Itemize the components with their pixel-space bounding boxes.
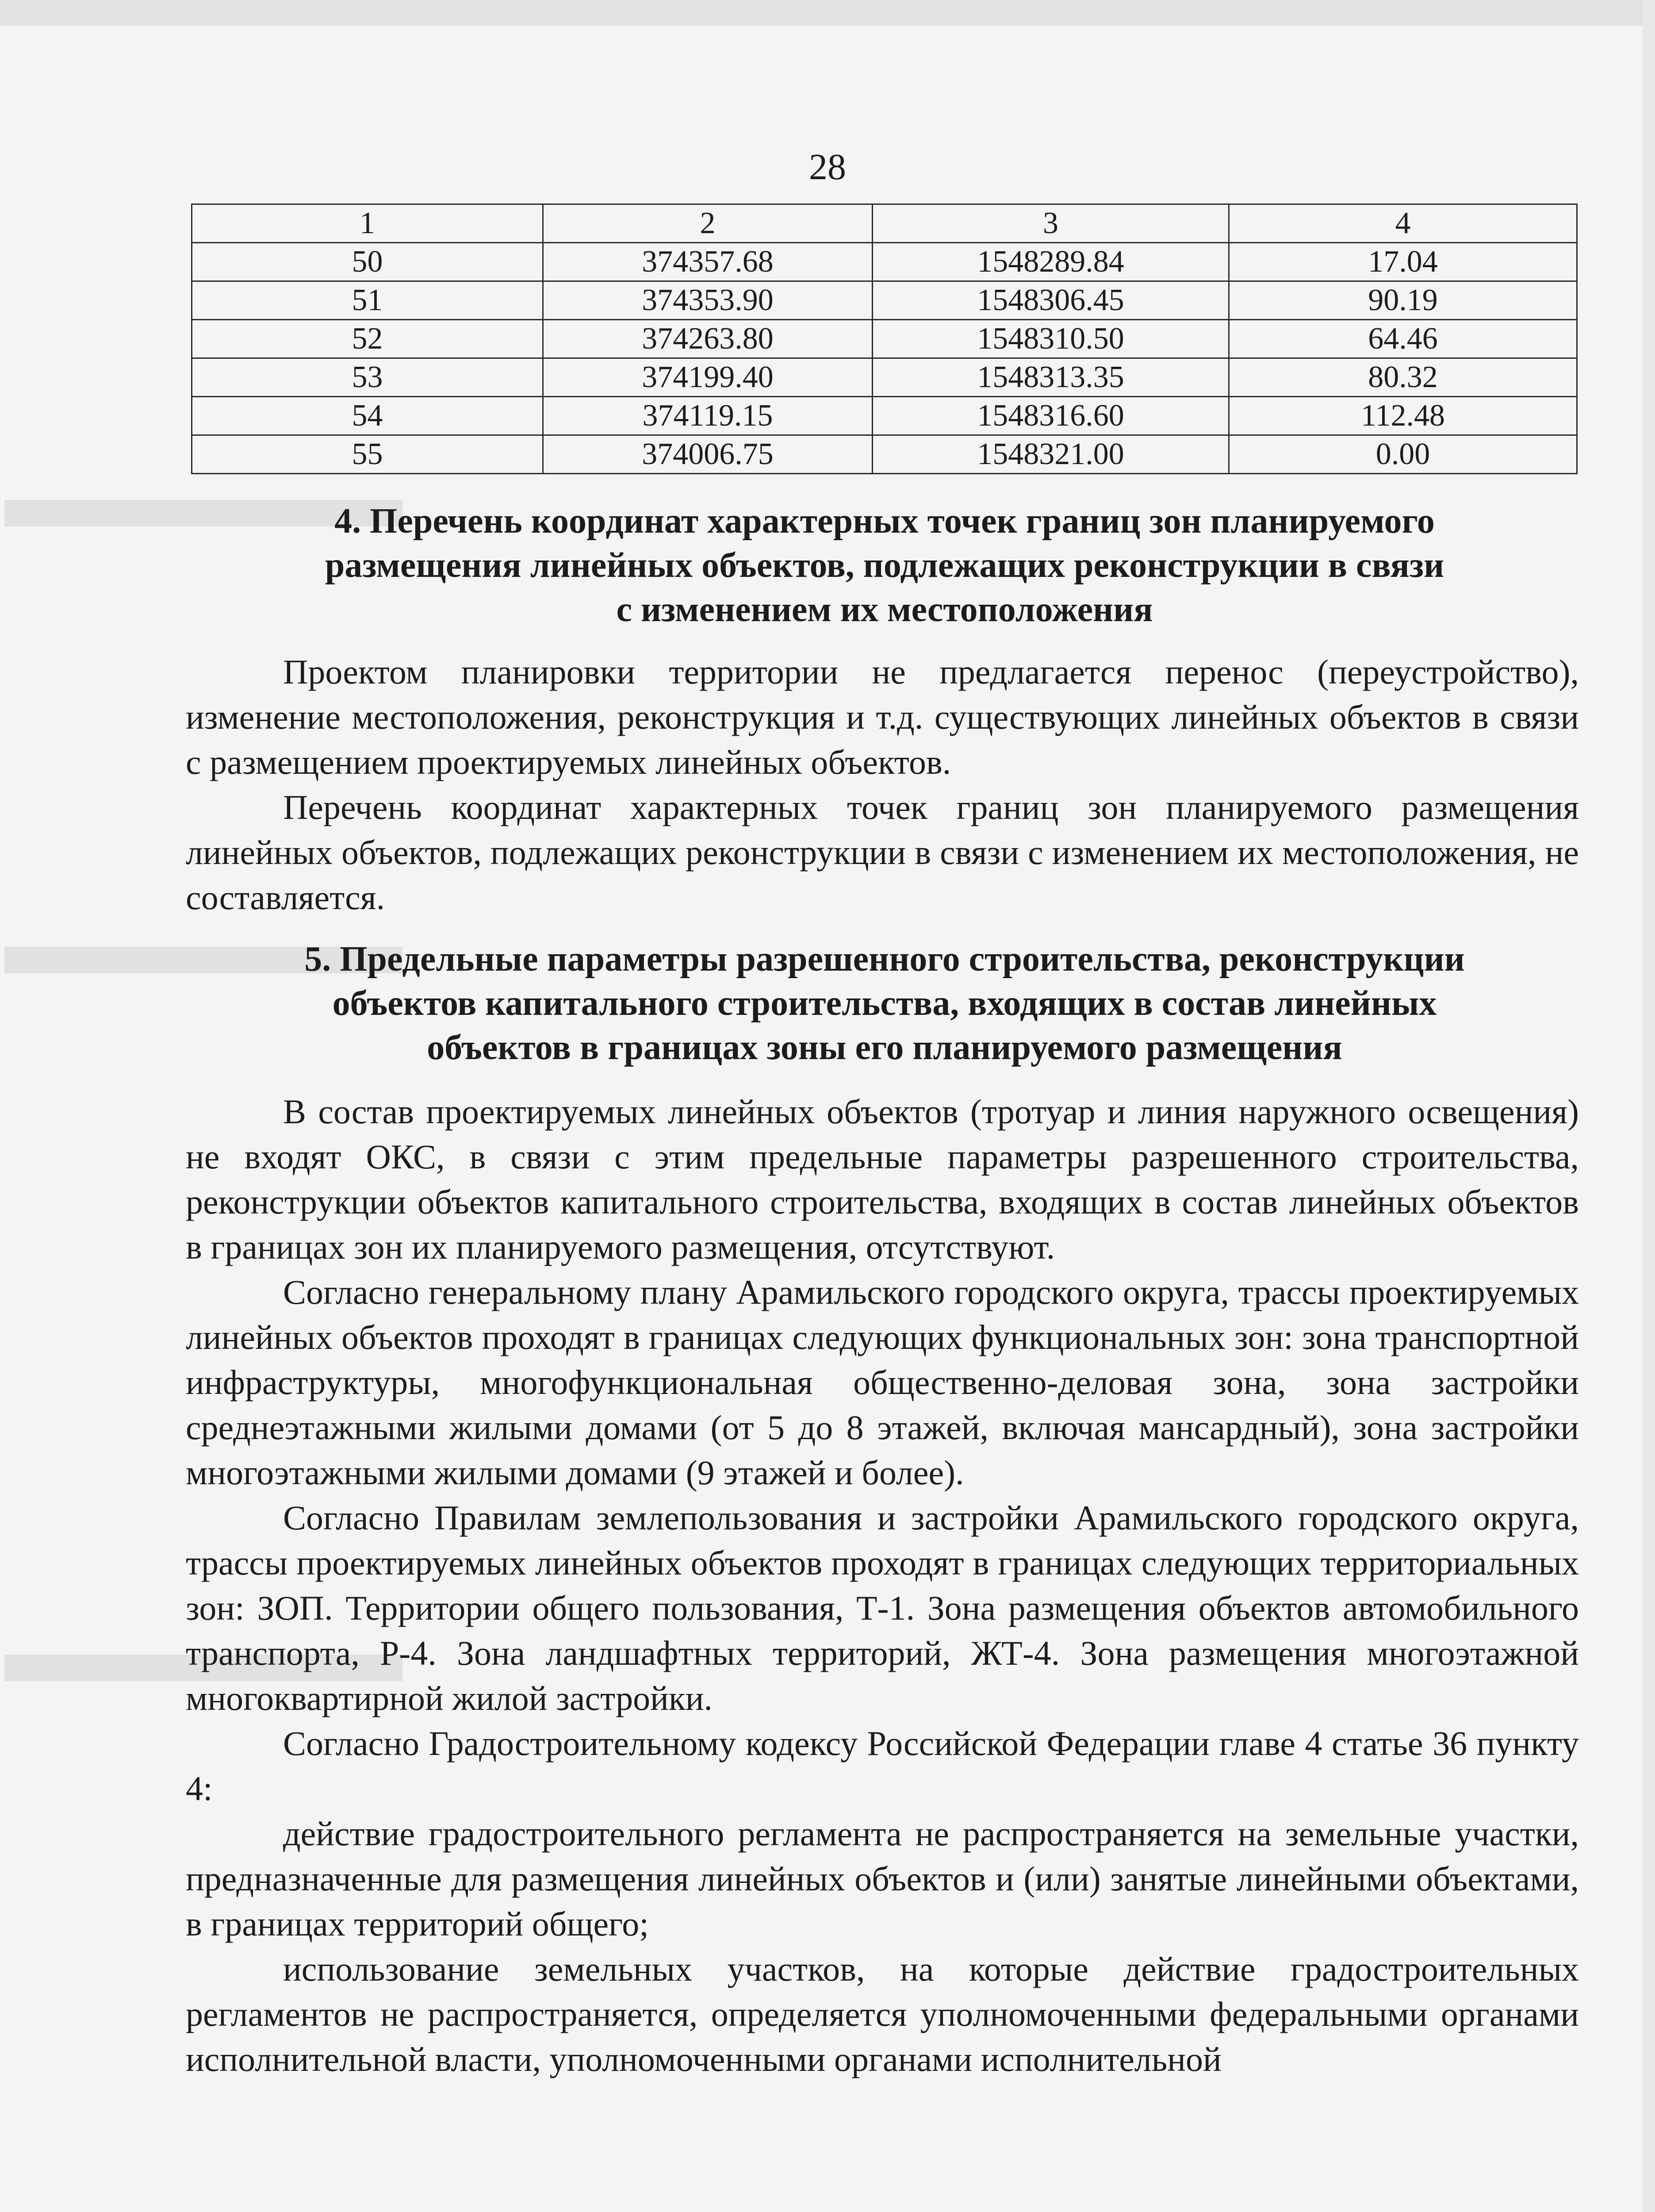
x-coordinate-cell: 374263.80	[543, 320, 873, 358]
heading-line: 4. Перечень координат характерных точек границ зон планируемого	[334, 502, 1435, 541]
table-row	[192, 397, 1577, 435]
point-number-cell: 52	[192, 320, 543, 358]
y-coordinate-cell: 1548316.60	[873, 397, 1229, 435]
column-header: 2	[543, 204, 873, 243]
section-5-body	[186, 1089, 1579, 2082]
table-row	[192, 243, 1577, 281]
distance-cell: 64.46	[1229, 320, 1577, 358]
x-coordinate-cell: 374353.90	[543, 281, 873, 320]
point-number-cell: 53	[192, 358, 543, 397]
distance-cell: 0.00	[1229, 435, 1577, 474]
column-header: 4	[1229, 204, 1577, 243]
heading-line: объектов капитального строительства, входящих в состав линейных	[332, 984, 1437, 1023]
y-coordinate-cell: 1548321.00	[873, 435, 1229, 474]
paragraph: Проектом планировки территории не предлагается перенос (переустройство), изменение местоположения, реконструкция и т.д. существующих линейных объектов в связи с размещением проектируемых линейных объектов.	[186, 653, 1579, 781]
point-number-cell: 55	[192, 435, 543, 474]
paragraph: Перечень координат характерных точек границ зон планируемого размещения линейных объектов, подлежащих реконструкции в связи с изменением их местоположения, не составляется.	[186, 788, 1579, 917]
y-coordinate-cell: 1548306.45	[873, 281, 1229, 320]
page-number: 28	[809, 146, 846, 188]
distance-cell: 112.48	[1229, 397, 1577, 435]
section-4-body	[186, 649, 1579, 920]
column-header: 1	[192, 204, 543, 243]
distance-cell: 90.19	[1229, 281, 1577, 320]
x-coordinate-cell: 374006.75	[543, 435, 873, 474]
table-row	[192, 281, 1577, 320]
heading-line: с изменением их местоположения	[616, 590, 1153, 629]
y-coordinate-cell: 1548310.50	[873, 320, 1229, 358]
table-row	[192, 320, 1577, 358]
paragraph: использование земельных участков, на которые действие градостроительных регламентов не распространяется, определяется уполномоченными федеральными органами исполнительной власти, уполномоченными органами исполнительной	[186, 1950, 1579, 2078]
table-row	[192, 435, 1577, 474]
distance-cell: 17.04	[1229, 243, 1577, 281]
paragraph: действие градостроительного регламента не распространяется на земельные участки, предназначенные для размещения линейных объектов и (или) занятые линейными объектами, в границах территорий общего;	[186, 1814, 1579, 1943]
paragraph: В состав проектируемых линейных объектов (тротуар и линия наружного освещения) не входят ОКС, в связи с этим предельные параметры разрешенного строительства, реконструкции объектов капитального строительства, входящих в состав линейных объектов в границах зон их планируемого размещения, отсутствуют.	[186, 1092, 1579, 1266]
scan-right-edge	[1643, 0, 1655, 2212]
heading-line: 5. Предельные параметры разрешенного строительства, реконструкции	[304, 940, 1465, 979]
column-header: 3	[873, 204, 1229, 243]
x-coordinate-cell: 374357.68	[543, 243, 873, 281]
point-number-cell: 50	[192, 243, 543, 281]
x-coordinate-cell: 374119.15	[543, 397, 873, 435]
table-row	[192, 358, 1577, 397]
coordinates-table	[191, 204, 1578, 474]
section-5-heading	[186, 937, 1583, 1070]
paragraph: Согласно Градостроительному кодексу Российской Федерации главе 4 статье 36 пункту 4:	[186, 1724, 1579, 1808]
y-coordinate-cell: 1548313.35	[873, 358, 1229, 397]
paragraph: Согласно Правилам землепользования и застройки Арамильского городского округа, трассы проектируемых линейных объектов проходят в границах следующих территориальных зон: ЗОП. Территории общего пользования, Т-1. Зона размещения объектов автомобильного транспорта, Р-4. Зона ландшафтных территорий, ЖТ-4. Зона размещения многоэтажной многоквартирной жилой застройки.	[186, 1498, 1579, 1717]
table-header-row	[192, 204, 1577, 243]
distance-cell: 80.32	[1229, 358, 1577, 397]
x-coordinate-cell: 374199.40	[543, 358, 873, 397]
paragraph: Согласно генеральному плану Арамильского городского округа, трассы проектируемых линейных объектов проходят в границах следующих функциональных зон: зона транспортной инфраструктуры, многофункциональная общественно-деловая зона, зона застройки среднеэтажными жилыми домами (от 5 до 8 этажей, включая мансардный), зона застройки многоэтажными жилыми домами (9 этажей и более).	[186, 1273, 1579, 1492]
heading-line: размещения линейных объектов, подлежащих реконструкции в связи	[325, 546, 1444, 585]
y-coordinate-cell: 1548289.84	[873, 243, 1229, 281]
scan-top-band	[0, 0, 1655, 26]
point-number-cell: 54	[192, 397, 543, 435]
point-number-cell: 51	[192, 281, 543, 320]
heading-line: объектов в границах зоны его планируемого размещения	[427, 1028, 1342, 1067]
section-4-heading	[186, 499, 1583, 632]
